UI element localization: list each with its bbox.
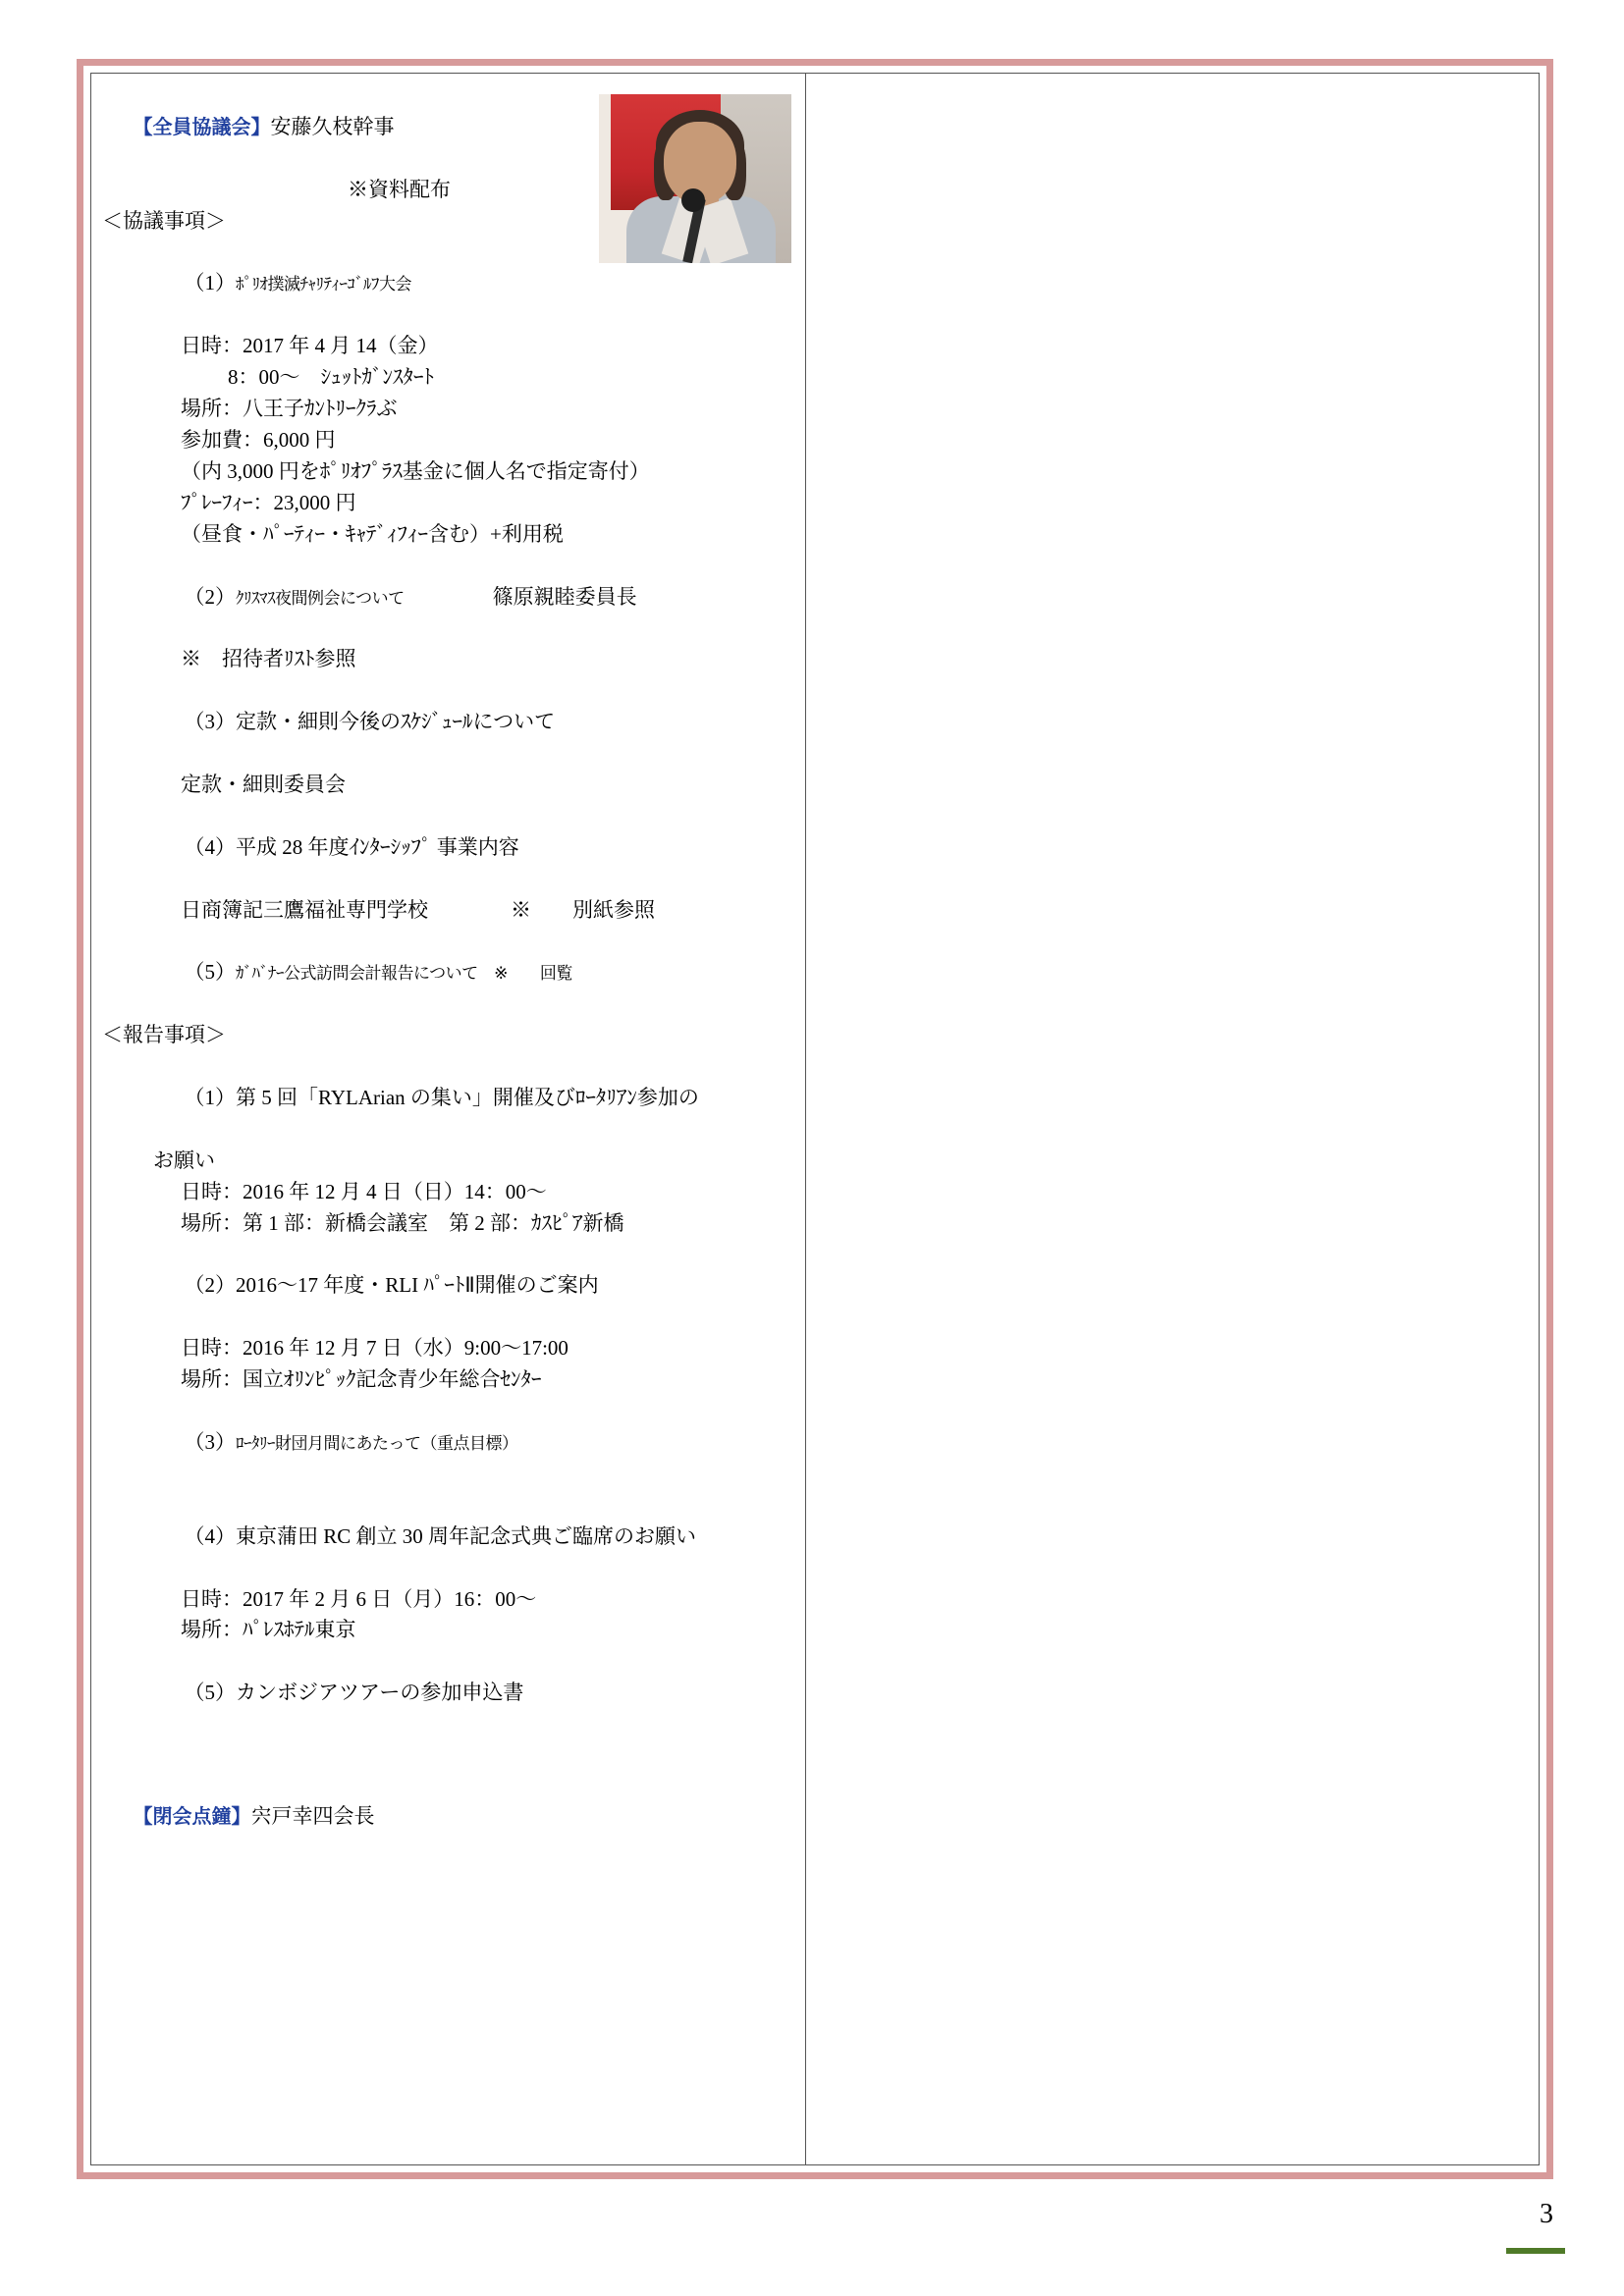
report-item-1-label: （1） <box>184 1086 236 1109</box>
closing-bell-person: 宍戸幸四会長 <box>250 1803 375 1828</box>
report-item-1-line-2: 場所：第 1 部：新橋会議室 第 2 部：ｶｽﾋﾟｱ新橋 <box>181 1210 624 1235</box>
report-item-3-label: （3） <box>184 1429 236 1454</box>
agenda-item-1-line-4: 参加費：6,000 円 <box>181 427 336 452</box>
meeting-minutes-content <box>96 75 799 1864</box>
agenda-item-4-title: 平成 28 年度ｲﾝﾀｰｼｯﾌﾟ 事業内容 <box>236 834 519 859</box>
report-item-1 <box>102 1051 799 1146</box>
report-item-1-line-1: 日時：2016 年 12 月 4 日（日）14：00〜 <box>181 1179 547 1203</box>
report-item-2-title: 2016〜17 年度・RLI ﾊﾟｰﾄⅡ開催のご案内 <box>236 1273 599 1298</box>
agenda-item-2-right: 篠原親睦委員長 <box>492 584 637 609</box>
report-item-1-title2: お願い <box>153 1148 215 1172</box>
report-item-3 <box>102 1396 799 1490</box>
section-spacer <box>102 1740 799 1770</box>
agenda-item-1-line-6: ﾌﾟﾚｰﾌｨｰ：23,000 円 <box>181 490 356 514</box>
closing-bell-label: 【閉会点鐘】 <box>133 1803 251 1828</box>
topic-header: ＜協議事項＞ <box>102 208 226 233</box>
note-distribution: ※資料配布 <box>348 177 451 201</box>
agenda-item-5 <box>102 926 799 1020</box>
section-heading-person: 安藤久枝幹事 <box>270 114 395 138</box>
agenda-item-4-line-1: 日商簿記三鷹福祉専門学校 ※ 別紙参照 <box>181 897 655 922</box>
report-item-4-title: 東京蒲田 RC 創立 30 周年記念式典ご臨席のお願い <box>236 1523 697 1548</box>
report-item-1-title: 第 5 回「RYLArian の集い」開催及びﾛｰﾀﾘｱﾝ参加の <box>236 1086 699 1109</box>
agenda-item-2 <box>102 551 799 645</box>
agenda-item-5-label: （5） <box>184 960 236 985</box>
agenda-item-1-line-7: （昼食・ﾊﾟｰﾃｨｰ・ｷｬﾃﾞｨﾌｨｰ含む）+利用税 <box>181 521 564 546</box>
agenda-item-1-title: ﾎﾟﾘｵ撲滅ﾁｬﾘﾃｨｰｺﾞﾙﾌ大会 <box>236 275 411 295</box>
section-heading-heikaitensho <box>102 1770 799 1864</box>
column-divider <box>805 73 806 2165</box>
agenda-item-3-line-1: 定款・細則委員会 <box>181 772 346 796</box>
report-item-5 <box>102 1646 799 1740</box>
report-item-2 <box>102 1240 799 1334</box>
section-heading-label: 【全員協議会】 <box>133 114 271 138</box>
agenda-item-3 <box>102 675 799 770</box>
agenda-item-4-label: （4） <box>184 834 236 859</box>
agenda-item-1 <box>102 238 799 332</box>
section-heading-zeninkyogikai <box>102 80 799 175</box>
report-item-4-label: （4） <box>184 1523 236 1548</box>
report-item-3-title: ﾛｰﾀﾘｰ財団月間にあたって（重点目標） <box>236 1433 518 1454</box>
report-item-4 <box>102 1490 799 1584</box>
agenda-item-2-label: （2） <box>184 584 236 609</box>
report-item-2-label: （2） <box>184 1273 236 1298</box>
agenda-item-5-title: ｶﾞﾊﾞﾅｰ公式訪問会計報告について ※ 回覧 <box>236 964 572 985</box>
report-item-2-line-1: 日時：2016 年 12 月 7 日（水）9:00〜17:00 <box>181 1336 568 1361</box>
agenda-item-3-title: 定款・細則今後のｽｹｼﾞｭｰﾙについて <box>236 710 556 734</box>
agenda-item-1-line-2: 8：00〜 ｼｭｯﾄｶﾞﾝｽﾀｰﾄ <box>228 365 434 390</box>
report-header: ＜報告事項＞ <box>102 1023 226 1047</box>
agenda-item-2-title: ｸﾘｽﾏｽ夜間例会について <box>236 588 405 609</box>
agenda-item-1-label: （1） <box>184 271 236 295</box>
report-item-2-line-2: 場所：国立ｵﾘﾝﾋﾟｯｸ記念青少年総合ｾﾝﾀｰ <box>181 1367 542 1392</box>
agenda-item-2-line-1: ※ 招待者ﾘｽﾄ参照 <box>181 647 356 671</box>
agenda-item-4 <box>102 801 799 895</box>
agenda-item-1-line-3: 場所：八王子ｶﾝﾄﾘｰｸﾗぶ <box>181 397 398 421</box>
agenda-item-1-line-5: （内 3,000 円をﾎﾟﾘｵﾌﾟﾗｽ基金に個人名で指定寄付） <box>181 458 650 483</box>
report-item-4-line-1: 日時：2017 年 2 月 6 日（月）16：00〜 <box>181 1586 537 1611</box>
agenda-item-3-label: （3） <box>184 710 236 734</box>
report-item-5-label: （5） <box>184 1681 236 1705</box>
report-item-4-line-2: 場所：ﾊﾟﾚｽﾎﾃﾙ東京 <box>181 1618 356 1642</box>
page-number: 3 <box>1540 2199 1553 2229</box>
agenda-item-1-line-1: 日時：2017 年 4 月 14（金） <box>181 334 439 358</box>
footer-accent-bar <box>1506 2248 1565 2254</box>
report-item-5-title: カンボジアツアーの参加申込書 <box>236 1681 524 1705</box>
